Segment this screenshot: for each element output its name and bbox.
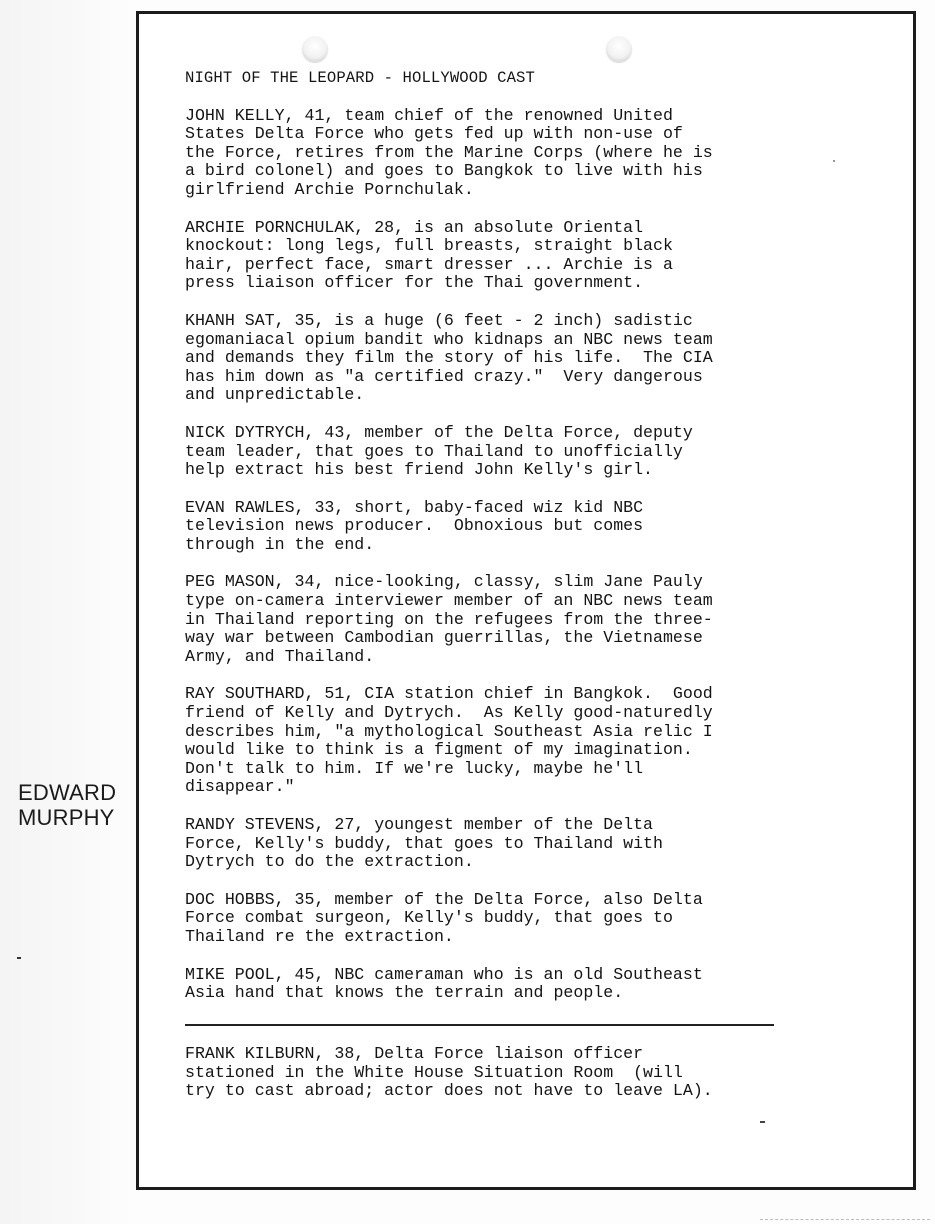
entry-line: DOC HOBBS, 35, member of the Delta Force, also Delta <box>185 889 703 909</box>
entry-line: Thailand re the extraction. <box>185 926 454 946</box>
entry-line: PEG MASON, 34, nice-looking, classy, slim Jane Pauly <box>185 572 703 592</box>
entry-line: and demands they film the story of his life. The CIA <box>185 348 713 368</box>
document-body <box>185 69 785 1022</box>
entry-line: a bird colonel) and goes to Bangkok to live with his <box>185 161 703 181</box>
cast-entry-doc-hobbs <box>185 891 785 947</box>
entry-line: MIKE POOL, 45, NBC cameraman who is an old Southeast <box>185 964 703 984</box>
entry-line: Dytrych to do the extraction. <box>185 852 474 872</box>
entry-line: Asia hand that knows the terrain and people. <box>185 983 624 1003</box>
author-label <box>18 780 128 830</box>
entry-line: hair, perfect face, smart dresser ... Archie is a <box>185 254 673 274</box>
entry-line: EVAN RAWLES, 33, short, baby-faced wiz kid NBC <box>185 497 644 517</box>
author-name-line-2: MURPHY <box>18 805 115 830</box>
entry-line: knockout: long legs, full breasts, straight black <box>185 236 673 256</box>
cast-entry-frank-kilburn <box>185 1045 785 1101</box>
entry-line: the Force, retires from the Marine Corps (where he is <box>185 142 713 162</box>
ink-speck <box>833 160 835 162</box>
author-name-line-1: EDWARD <box>18 780 117 805</box>
cast-entry-khanh-sat <box>185 312 785 405</box>
entry-line: egomaniacal opium bandit who kidnaps an NBC news team <box>185 329 713 349</box>
entry-line: Force, Kelly's buddy, that goes to Thailand with <box>185 833 663 853</box>
entry-line: RAY SOUTHARD, 51, CIA station chief in Bangkok. Good <box>185 684 713 704</box>
cast-entry-peg-mason <box>185 573 785 666</box>
cast-entry-archie-pornchulak <box>185 219 785 293</box>
entry-line: has him down as "a certified crazy." Very dangerous <box>185 366 703 386</box>
document-title: NIGHT OF THE LEOPARD - HOLLYWOOD CAST <box>185 69 535 87</box>
cast-entry-evan-rawles <box>185 499 785 555</box>
entry-line: KHANH SAT, 35, is a huge (6 feet - 2 inch) sadistic <box>185 310 693 330</box>
entry-line: JOHN KELLY, 41, team chief of the renowned United <box>185 105 673 125</box>
entry-line: would like to think is a figment of my imagination. <box>185 740 693 760</box>
entry-line: way war between Cambodian guerrillas, the Vietnamese <box>185 628 703 648</box>
entry-line: girlfriend Archie Pornchulak. <box>185 179 474 199</box>
cast-entry-john-kelly <box>185 107 785 200</box>
entry-line: in Thailand reporting on the refugees from the three- <box>185 609 713 629</box>
entry-line: Army, and Thailand. <box>185 646 375 666</box>
entry-line: describes him, "a mythological Southeast Asia relic I <box>185 721 713 741</box>
entry-line: States Delta Force who gets fed up with non-use of <box>185 124 683 144</box>
entry-line: and unpredictable. <box>185 385 365 405</box>
entry-line: Don't talk to him. If we're lucky, maybe he'll <box>185 758 644 778</box>
entry-line: ARCHIE PORNCHULAK, 28, is an absolute Oriental <box>185 217 644 237</box>
entry-line: stationed in the White House Situation Room (will <box>185 1062 683 1082</box>
margin-mark <box>17 957 21 959</box>
entry-line: help extract his best friend John Kelly's girl. <box>185 460 654 480</box>
cast-entry-mike-pool <box>185 966 785 1003</box>
section-divider <box>185 1024 774 1026</box>
punch-hole-left <box>302 36 328 62</box>
entry-line: Force combat surgeon, Kelly's buddy, that goes to <box>185 908 673 928</box>
ink-speck <box>760 1121 765 1123</box>
entry-line: press liaison officer for the Thai government. <box>185 273 644 293</box>
entry-line: friend of Kelly and Dytrych. As Kelly good-naturedly <box>185 703 713 723</box>
page-bottom-edge <box>760 1219 930 1221</box>
entry-line: team leader, that goes to Thailand to unofficially <box>185 441 683 461</box>
cast-entry-randy-stevens <box>185 816 785 872</box>
entry-line: through in the end. <box>185 534 375 554</box>
cast-entry-nick-dytrych <box>185 424 785 480</box>
entry-line: FRANK KILBURN, 38, Delta Force liaison officer <box>185 1044 644 1063</box>
entry-line: disappear." <box>185 777 295 797</box>
punch-hole-right <box>606 36 632 62</box>
entry-line: type on-camera interviewer member of an NBC news team <box>185 591 713 611</box>
cast-entry-ray-southard <box>185 685 785 797</box>
entry-line: RANDY STEVENS, 27, youngest member of the Delta <box>185 815 654 834</box>
entry-line: NICK DYTRYCH, 43, member of the Delta Force, deputy <box>185 422 693 442</box>
entry-line: try to cast abroad; actor does not have to leave LA). <box>185 1081 713 1101</box>
left-margin <box>0 0 132 1224</box>
entry-line: television news producer. Obnoxious but comes <box>185 516 644 536</box>
